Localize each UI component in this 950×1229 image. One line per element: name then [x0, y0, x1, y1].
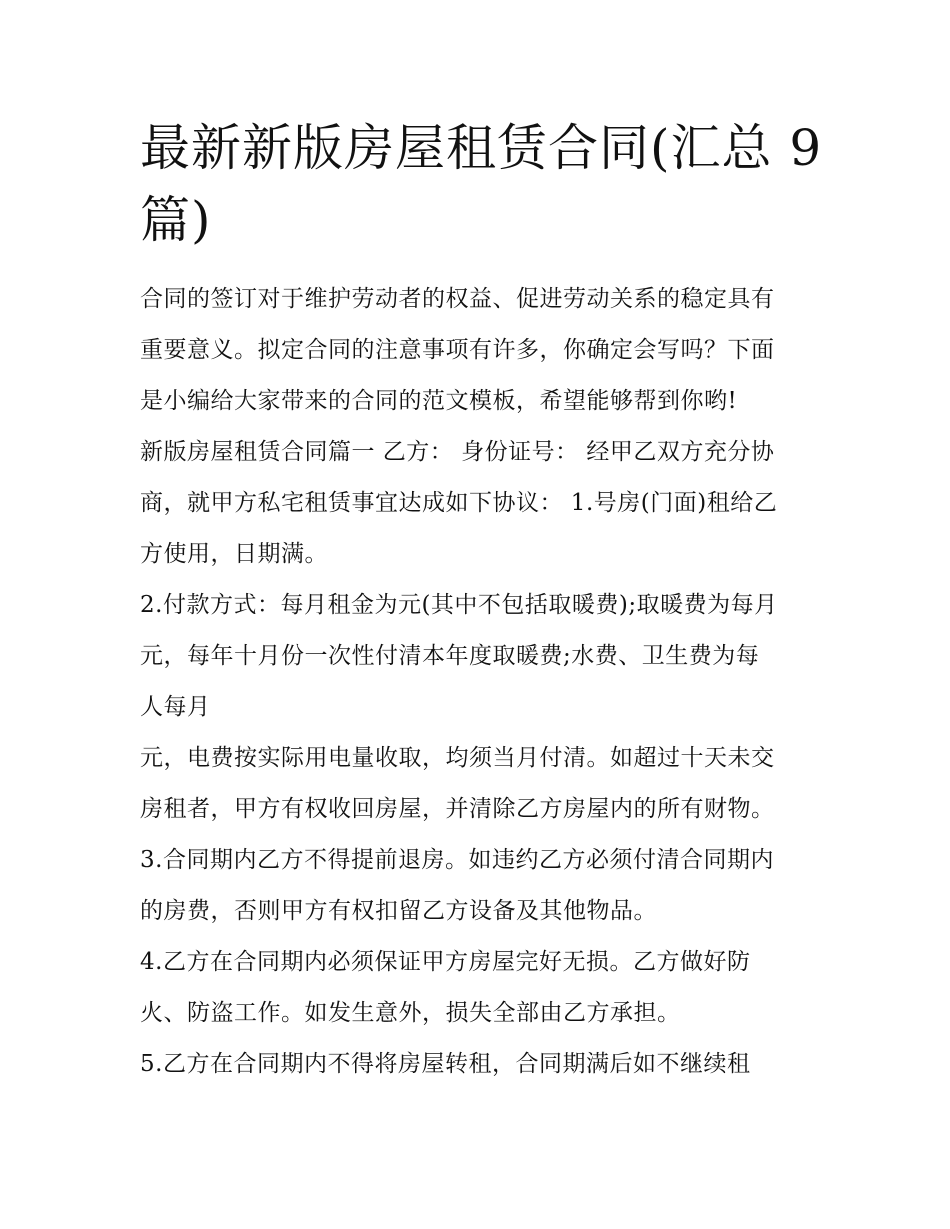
- text-line: 3.合同期内乙方不得提前退房。如违约乙方必须付清合同期内: [140, 847, 774, 873]
- title-line-1: 最新新版房屋租赁合同(汇总 9: [140, 119, 823, 177]
- text-line: 2.付款方式：每月租金为元(其中不包括取暖费);取暖费为每月: [140, 592, 778, 618]
- text-line: 是小编给大家带来的合同的范文模板，希望能够帮到你哟!: [140, 388, 738, 414]
- text-line: 4.乙方在合同期内必须保证甲方房屋完好无损。乙方做好防: [140, 949, 751, 975]
- text-line: 元，电费按实际用电量收取，均须当月付清。如超过十天未交: [140, 745, 775, 771]
- text-line: 的房费，否则甲方有权扣留乙方设备及其他物品。: [140, 898, 657, 924]
- document-body: [140, 274, 820, 1090]
- text-line: 重要意义。拟定合同的注意事项有许多，你确定会写吗？下面: [140, 337, 775, 363]
- title-line-2: 篇): [140, 191, 212, 249]
- text-line: 方使用，日期满。: [140, 541, 328, 567]
- text-line: 商，就甲方私宅租赁事宜达成如下协议： 1.号房(门面)租给乙: [140, 490, 778, 516]
- text-line: 合同的签订对于维护劳动者的权益、促进劳动关系的稳定具有: [140, 286, 775, 312]
- document-title: [140, 112, 823, 256]
- text-line: 房租者，甲方有权收回房屋，并清除乙方房屋内的所有财物。: [140, 796, 775, 822]
- text-line: 人每月: [140, 694, 211, 720]
- text-line: 元，每年十月份一次性付清本年度取暖费;水费、卫生费为每: [140, 643, 760, 669]
- text-line: 新版房屋租赁合同篇一 乙方： 身份证号： 经甲乙双方充分协: [140, 439, 775, 465]
- text-line: 5.乙方在合同期内不得将房屋转租，合同期满后如不继续租: [140, 1051, 751, 1077]
- text-line: 火、防盗工作。如发生意外，损失全部由乙方承担。: [140, 1000, 681, 1026]
